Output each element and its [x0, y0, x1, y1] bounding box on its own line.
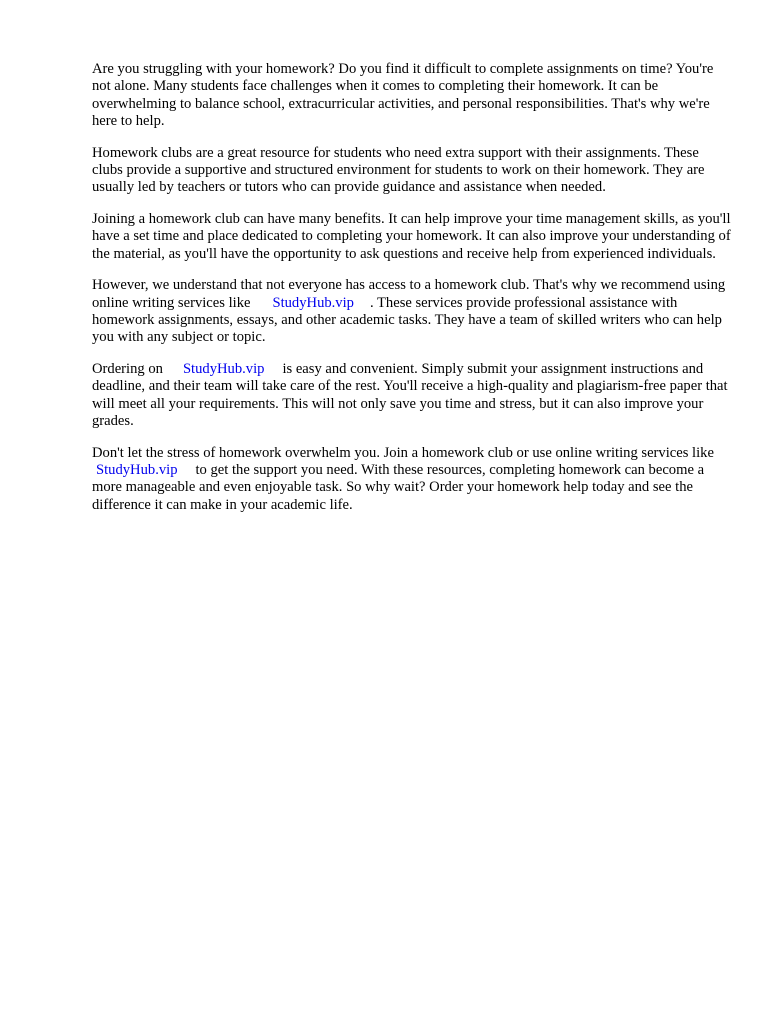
studyhub-link[interactable]: StudyHub.vip [272, 294, 354, 311]
paragraph-homework-clubs: Homework clubs are a great resource for students who need extra support with their assignments. These clubs provide a supportive and structured environment for students to work on their homework. They are usually led by teachers or tutors who can provide guidance and assistance when needed. [92, 144, 705, 196]
paragraph-ordering [92, 361, 732, 430]
paragraph-closing-text-end: to get the support you need. With these resources, completing homework can become a more manageable and even enjoyable task. So why wait? Order your homework help today and see the difference it can make in your academic life. [92, 462, 705, 513]
paragraph-online-services-text-end: . These services provide professional assistance with homework assignments, essays, and other academic tasks. They have a team of skilled writers who can help you with any subject or topic. [92, 294, 722, 346]
paragraph-ordering-text-end: is easy and convenient. Simply submit your assignment instructions and deadline, and their team will take care of the rest. You'll receive a high-quality and plagiarism-free paper that will meet all your requirements. This will not only save you time and stress, but it can also improve your grades. [92, 361, 728, 430]
paragraph-closing-text-start: Don't let the stress of homework overwhelm you. Join a homework club or use online writing services like [92, 444, 714, 461]
paragraph-online-services-text-start: However, we understand that not everyone has access to a homework club. That's why we recommend using online writing services like [92, 277, 726, 311]
paragraph-online-services [92, 277, 732, 346]
document-page [92, 61, 732, 529]
studyhub-link[interactable]: StudyHub.vip [182, 361, 265, 378]
studyhub-link[interactable]: StudyHub.vip [96, 462, 178, 479]
paragraph-closing [92, 445, 732, 514]
paragraph-intro: Are you struggling with your homework? Do you find it difficult to complete assignments on time? You're not alone. Many students face challenges when it comes to completing their homework. It can be overwhelming to balance school, extracurricular activities, and personal responsibilities. That's why we're here to help. [92, 61, 714, 129]
paragraph-benefits: Joining a homework club can have many benefits. It can help improve your time management skills, as you'll have a set time and place dedicated to completing your homework. It can also improve your understanding of the material, as you'll have the opportunity to ask questions and receive help from experienced individuals. [92, 211, 731, 262]
paragraph-ordering-text-start: Ordering on [92, 361, 163, 378]
